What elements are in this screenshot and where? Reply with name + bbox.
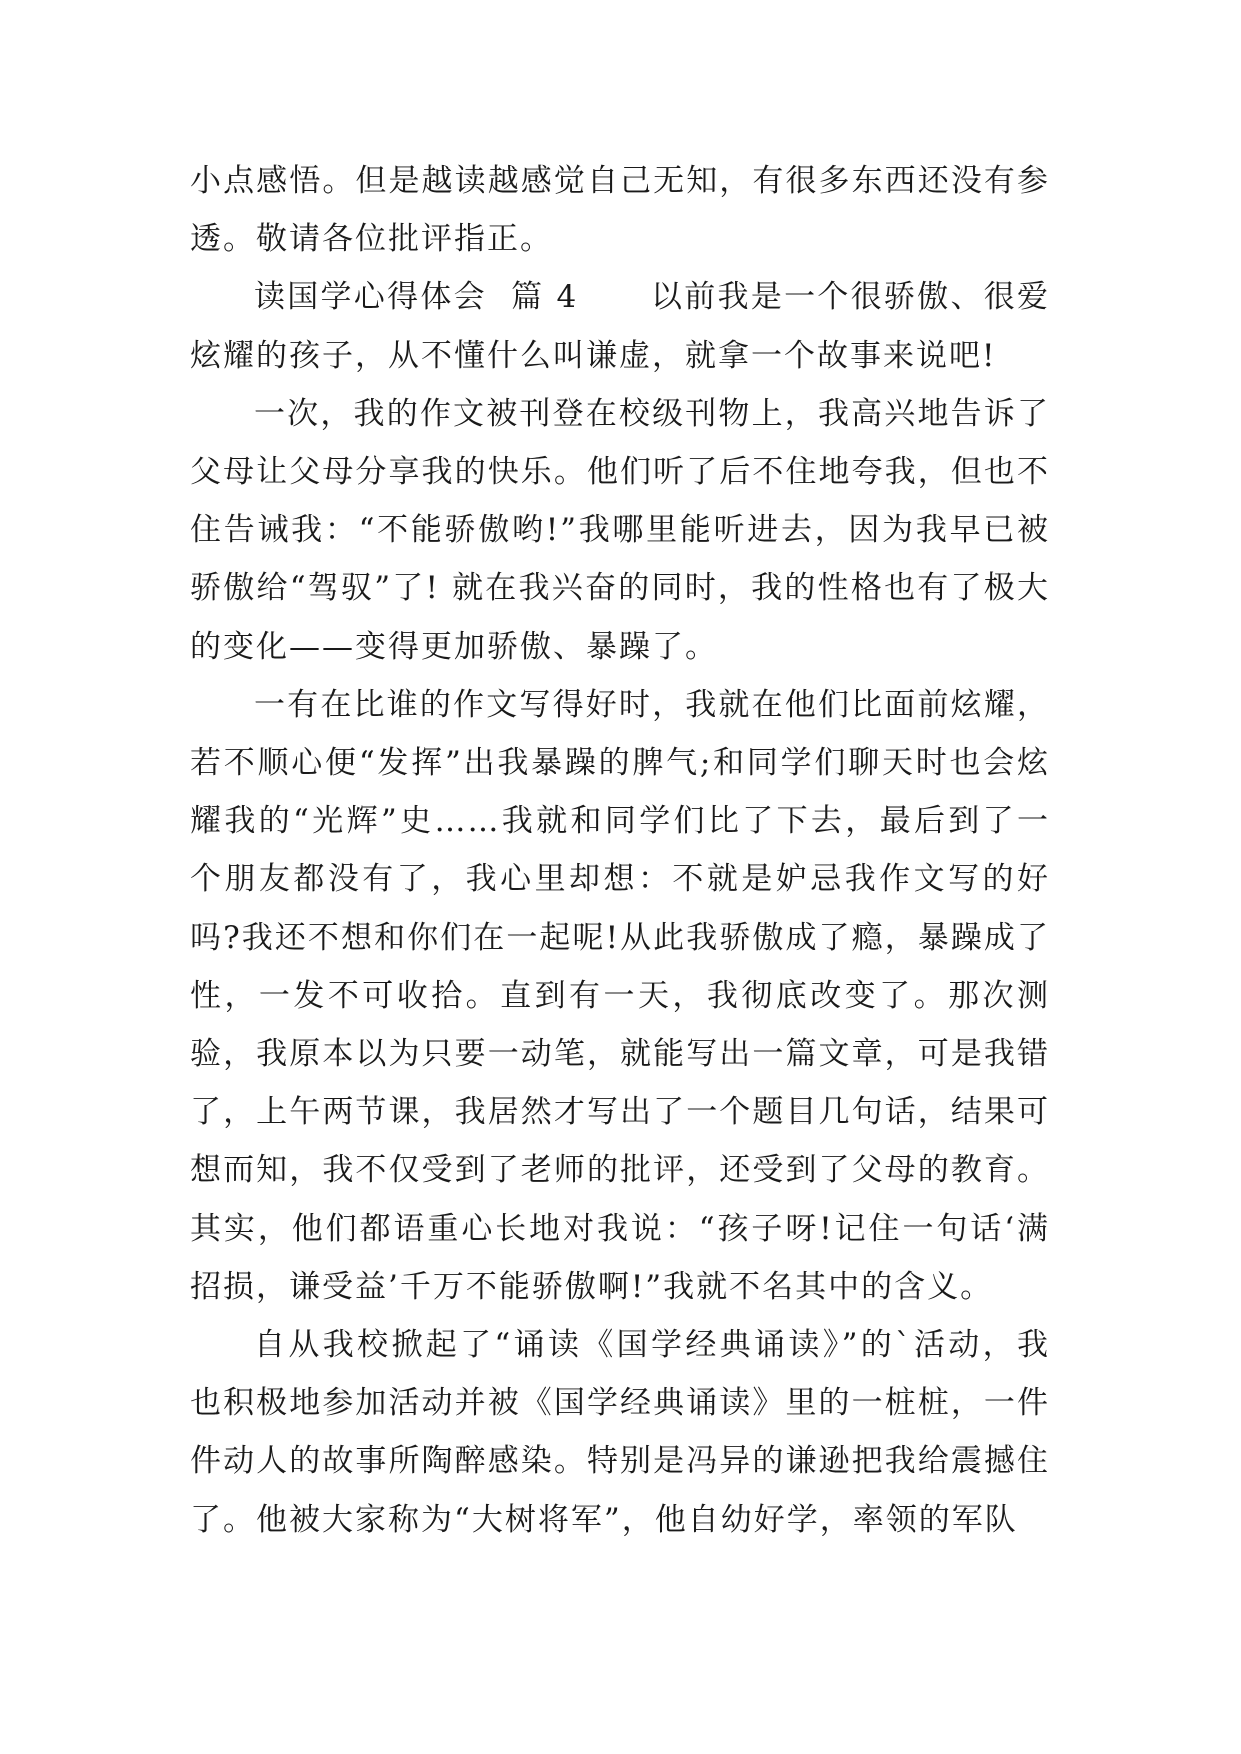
paragraph-2	[190, 268, 1050, 384]
document-body	[190, 152, 1050, 1549]
paragraph-2-text: 以前我是一个很骄傲、很爱炫耀的孩子，从不懂什么叫谦虚，就拿一个故事来说吧!	[190, 279, 1050, 374]
paragraph-5	[190, 1316, 1050, 1549]
paragraph-1-text: 小点感悟。但是越读越感觉自己无知，有很多东西还没有参透。敬请各位批评指正。	[190, 163, 1050, 258]
paragraph-3	[190, 385, 1050, 676]
paragraph-5-text: 自从我校掀起了“诵读《国学经典诵读》”的`活动，我也积极地参加活动并被《国学经典诵读》里的一桩桩，一件件动人的故事所陶醉感染。特别是冯异的谦逊把我给震撼住了。他被大家称为“大树将军”，他自幼好学，率领的军队	[190, 1327, 1050, 1538]
paragraph-1	[190, 152, 1050, 268]
paragraph-4	[190, 676, 1050, 1316]
paragraph-4-text: 一有在比谁的作文写得好时，我就在他们比面前炫耀，若不顺心便“发挥”出我暴躁的脾气;和同学们聊天时也会炫耀我的“光辉”史……我就和同学们比了下去，最后到了一个朋友都没有了，我心里却想：不就是妒忌我作文写的好吗?我还不想和你们在一起呢!从此我骄傲成了瘾，暴躁成了性，一发不可收拾。直到有一天，我彻底改变了。那次测验，我原本以为只要一动笔，就能写出一篇文章，可是我错了，上午两节课，我居然才写出了一个题目几句话，结果可想而知，我不仅受到了老师的批评，还受到了父母的教育。其实，他们都语重心长地对我说：“孩子呀!记住一句话‘满招损，谦受益’千万不能骄傲啊!”我就不名其中的含义。	[190, 686, 1050, 1305]
section-heading: 读国学心得体会 篇 4	[254, 279, 652, 316]
paragraph-3-text: 一次，我的作文被刊登在校级刊物上，我高兴地告诉了父母让父母分享我的快乐。他们听了后不住地夸我，但也不住告诫我：“不能骄傲哟!”我哪里能听进去，因为我早已被骄傲给“驾驭”了! 就在我兴奋的同时，我的性格也有了极大的变化——变得更加骄傲、暴躁了。	[190, 395, 1050, 665]
